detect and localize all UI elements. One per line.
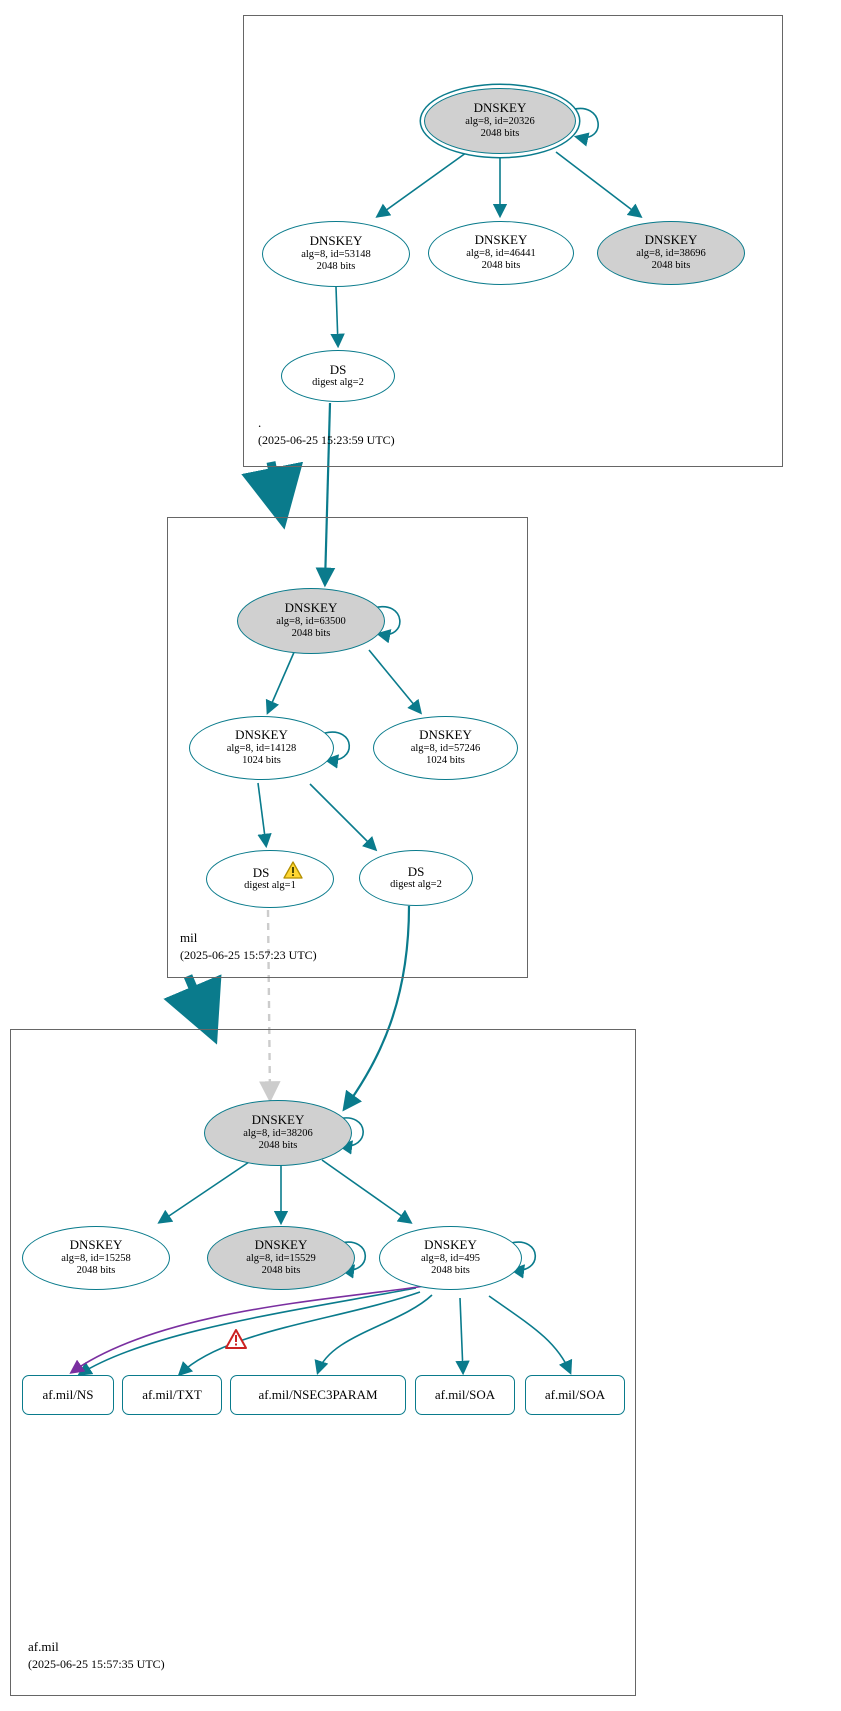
node-bits: 2048 bits [261,1265,301,1277]
zone-timestamp: (2025-06-25 15:57:35 UTC) [28,1656,165,1671]
zone-timestamp: (2025-06-25 15:57:23 UTC) [180,947,317,962]
node-bits: 2048 bits [316,261,356,273]
node-ds-mil-alg1[interactable] [206,850,334,908]
node-kind: DNSKEY [473,100,527,116]
node-kind: DS [329,361,347,377]
node-ds-root-alg2[interactable] [281,350,395,402]
rrset-af-mil-soa-1[interactable]: af.mil/SOA [415,1375,515,1415]
node-kind: DNSKEY [309,233,363,249]
node-dnskey-15529[interactable] [207,1226,355,1290]
node-dnskey-46441[interactable] [428,221,574,285]
zone-name: mil [180,930,198,945]
node-detail: digest alg=2 [312,377,364,389]
zone-label-mil [180,929,317,963]
node-detail: digest alg=1 [244,880,296,892]
node-bits: 2048 bits [651,260,691,272]
node-detail: alg=8, id=495 [420,1253,481,1265]
node-kind: DNSKEY [254,1237,308,1253]
node-dnskey-57246[interactable] [373,716,518,780]
zone-name: af.mil [28,1639,59,1654]
node-dnskey-63500[interactable] [237,588,385,654]
node-kind: DNSKEY [424,1237,477,1253]
node-kind: DNSKEY [284,600,338,616]
zone-label-afmil [28,1638,165,1672]
node-kind: DNSKEY [251,1112,305,1128]
node-dnskey-495[interactable] [379,1226,522,1290]
node-kind: DS [252,864,270,880]
node-ds-mil-alg2[interactable] [359,850,473,906]
node-detail: alg=8, id=57246 [410,743,481,755]
node-detail: alg=8, id=46441 [466,248,536,260]
rrset-af-mil-ns[interactable]: af.mil/NS [22,1375,114,1415]
node-kind: DNSKEY [235,727,288,743]
rrset-af-mil-txt[interactable]: af.mil/TXT [122,1375,222,1415]
node-detail: alg=8, id=15258 [61,1253,131,1265]
node-dnskey-38696[interactable] [597,221,745,285]
node-kind: DS [407,863,425,879]
node-kind: DNSKEY [474,232,528,248]
rrset-af-mil-soa-2[interactable]: af.mil/SOA [525,1375,625,1415]
node-detail: alg=8, id=53148 [301,249,371,261]
node-detail: alg=8, id=38696 [636,248,706,260]
node-bits: 2048 bits [481,260,521,272]
rrset-af-mil-nsec3param[interactable]: af.mil/NSEC3PARAM [230,1375,406,1415]
node-kind: DNSKEY [69,1237,123,1253]
node-bits: 2048 bits [76,1265,116,1277]
node-detail: alg=8, id=15529 [246,1253,316,1265]
node-bits: 2048 bits [291,628,331,640]
error-triangle-icon [224,1328,248,1350]
node-bits: 1024 bits [426,755,465,767]
node-detail: alg=8, id=20326 [465,116,535,128]
zone-timestamp: (2025-06-25 15:23:59 UTC) [258,432,395,447]
node-dnskey-14128[interactable] [189,716,334,780]
node-dnskey-20326[interactable] [424,88,576,154]
node-dnskey-53148[interactable] [262,221,410,287]
node-bits: 2048 bits [258,1140,298,1152]
node-kind: DNSKEY [644,232,698,248]
node-detail: alg=8, id=14128 [226,743,297,755]
node-bits: 1024 bits [242,755,281,767]
zone-label-root [258,414,395,448]
node-dnskey-15258[interactable] [22,1226,170,1290]
node-bits: 2048 bits [431,1265,470,1277]
node-detail: alg=8, id=38206 [243,1128,313,1140]
node-dnskey-38206[interactable] [204,1100,352,1166]
node-detail: digest alg=2 [390,879,442,891]
node-detail: alg=8, id=63500 [276,616,346,628]
warning-triangle-icon [283,861,303,879]
node-bits: 2048 bits [480,128,520,140]
zone-name: . [258,415,262,430]
node-kind: DNSKEY [419,727,472,743]
